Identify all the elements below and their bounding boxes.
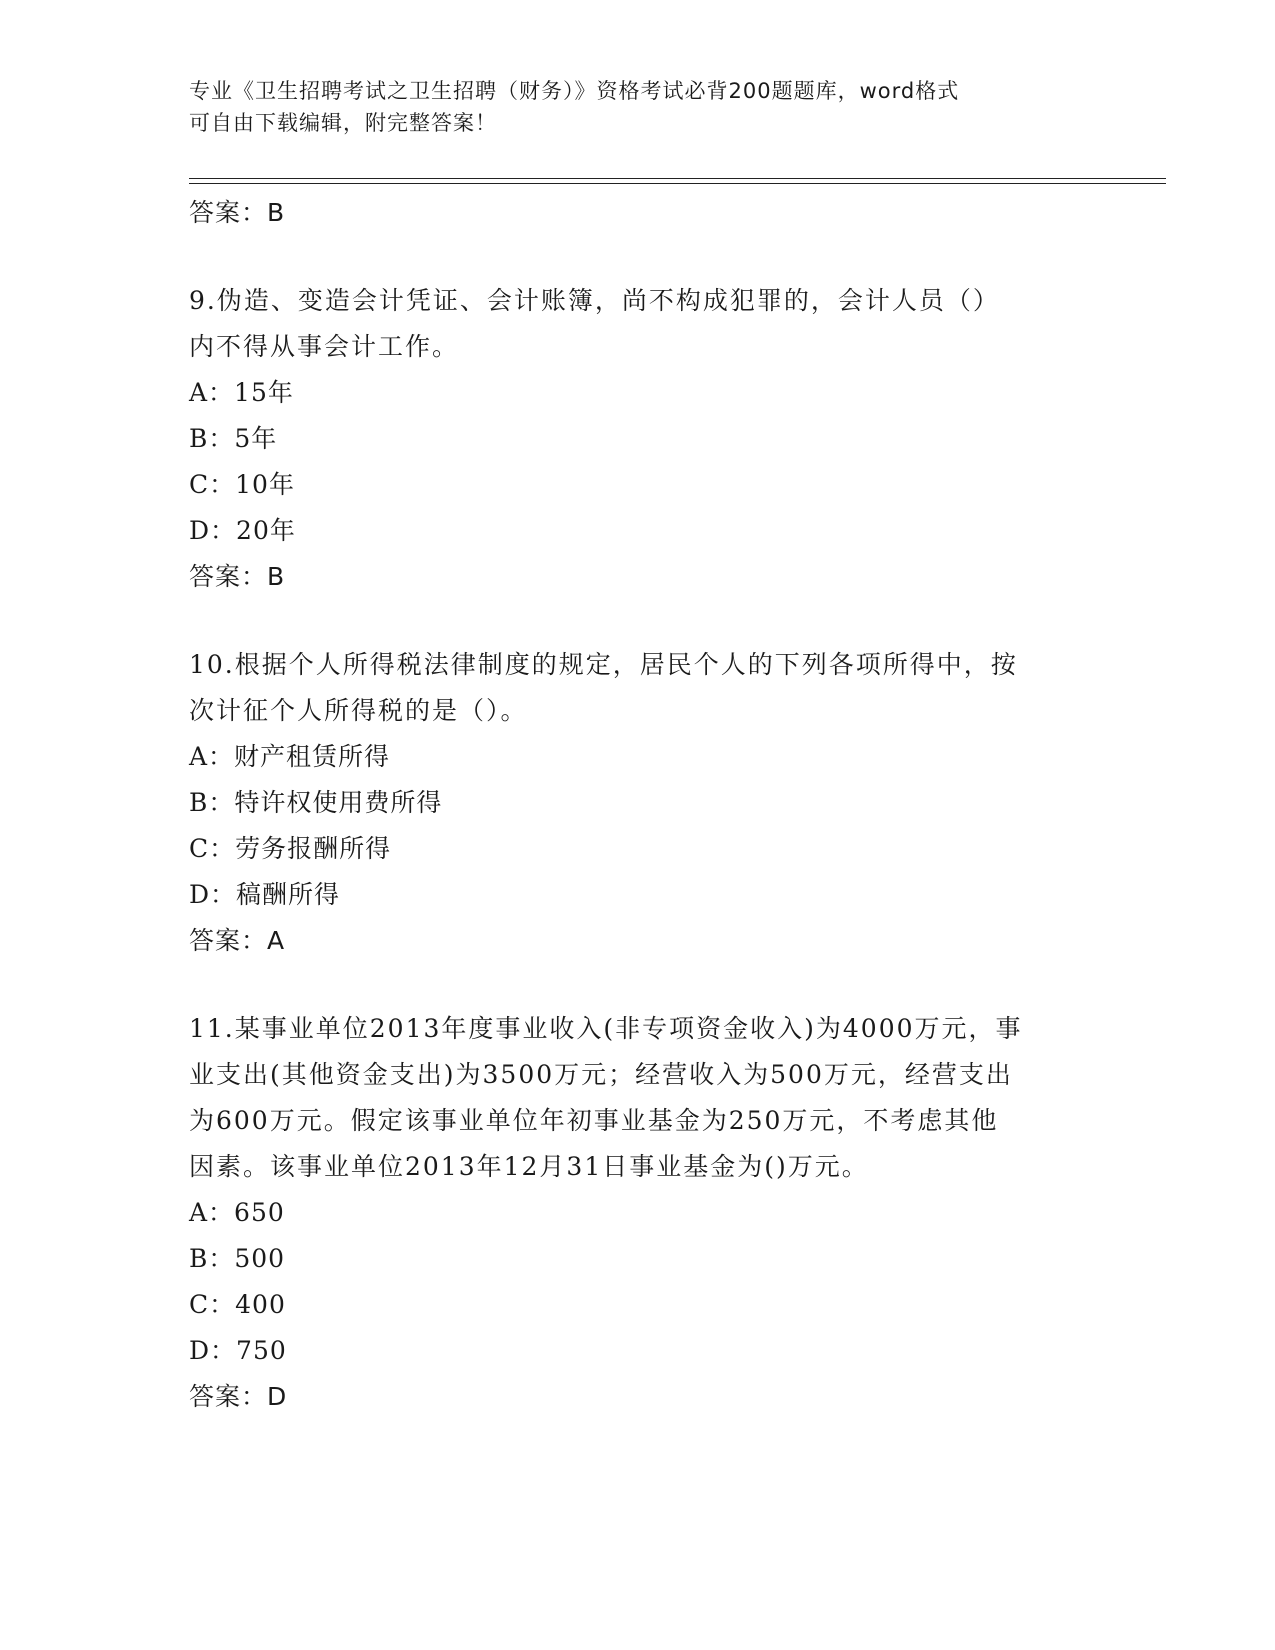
question-line: 9.伪造、变造会计凭证、会计账簿，尚不构成犯罪的，会计人员（）	[189, 286, 1000, 315]
answer: 答案：D	[189, 1382, 288, 1411]
answer-prev: 答案：B	[189, 198, 286, 227]
question-line: 业支出(其他资金支出)为3500万元；经营收入为500万元，经营支出	[189, 1060, 1013, 1089]
document-body	[189, 190, 1089, 1462]
answer: 答案：B	[189, 562, 286, 591]
question-line: 10.根据个人所得税法律制度的规定，居民个人的下列各项所得中，按	[189, 650, 1018, 679]
option-d: D：20年	[189, 516, 296, 545]
option-a: A：15年	[189, 378, 294, 407]
question-line: 为600万元。假定该事业单位年初事业基金为250万元，不考虑其他	[189, 1106, 999, 1135]
header-line-1: 专业《卫生招聘考试之卫生招聘（财务）》资格考试必背200题题库，word格式	[189, 79, 960, 103]
question-11	[189, 1006, 1089, 1420]
option-b: B：500	[189, 1244, 286, 1273]
question-line: 次计征个人所得税的是（）。	[189, 696, 528, 725]
option-d: D：稿酬所得	[189, 880, 341, 909]
document-header	[189, 75, 1089, 139]
question-text	[189, 642, 1089, 734]
question-line: 因素。该事业单位2013年12月31日事业基金为()万元。	[189, 1152, 869, 1181]
answer: 答案：A	[189, 926, 286, 955]
question-10	[189, 642, 1089, 964]
option-b: B：5年	[189, 424, 278, 453]
header-divider-bottom	[189, 183, 1166, 184]
option-a: A：财产租赁所得	[189, 742, 391, 771]
header-line-2: 可自由下载编辑，附完整答案！	[189, 111, 497, 135]
question-text	[189, 278, 1089, 370]
option-c: C：劳务报酬所得	[189, 834, 392, 863]
header-divider-top	[189, 178, 1166, 179]
question-text	[189, 1006, 1089, 1190]
question-line: 内不得从事会计工作。	[189, 332, 460, 361]
question-line: 11.某事业单位2013年度事业收入(非专项资金收入)为4000万元，事	[189, 1014, 1023, 1043]
option-c: C：10年	[189, 470, 295, 499]
option-d: D：750	[189, 1336, 287, 1365]
option-c: C：400	[189, 1290, 286, 1319]
option-a: A：650	[189, 1198, 285, 1227]
option-b: B：特许权使用费所得	[189, 788, 443, 817]
question-9	[189, 278, 1089, 600]
